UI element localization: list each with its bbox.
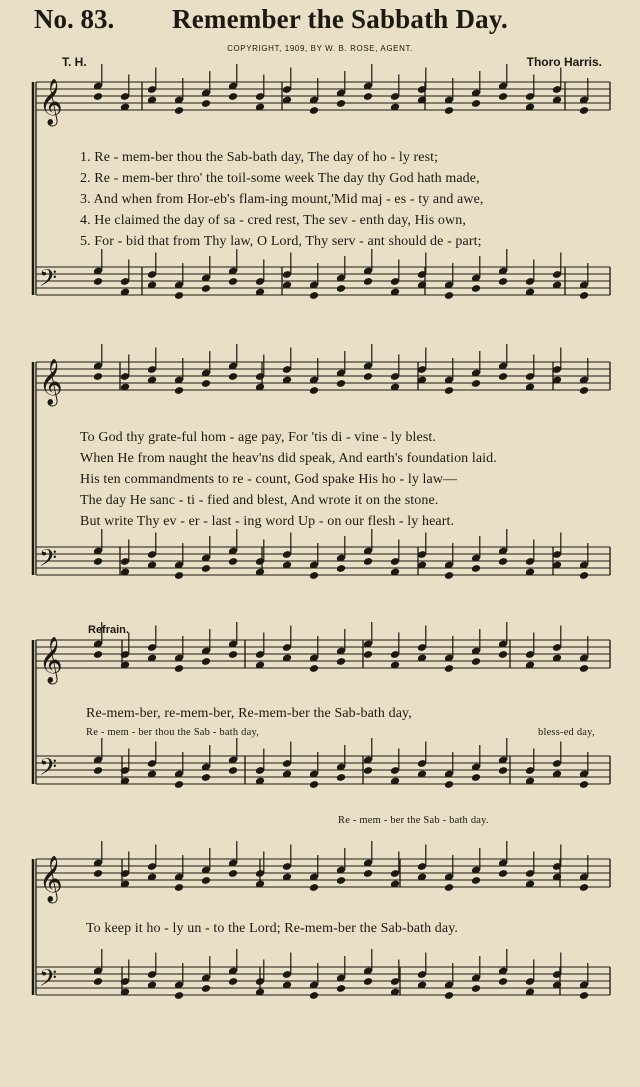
bass-note [336, 564, 346, 573]
bass-note [309, 291, 319, 300]
bass-note [498, 557, 508, 566]
hymn-title: Remember the Sabbath Day. [172, 4, 509, 34]
bass-note [579, 780, 589, 789]
treble-note [579, 106, 589, 115]
verse-4-line-b: The day He sanc - ti - fied and blest, And wrote it on the stone. [80, 493, 439, 508]
verse-5-line-b: But write Thy ev - er - last - ing word Up - on our flesh - ly heart. [80, 514, 455, 529]
treble-note [471, 379, 481, 388]
bass-note [93, 557, 103, 566]
treble-note [498, 372, 508, 381]
bass-note [471, 564, 481, 573]
bass-note [498, 277, 508, 286]
treble-note [471, 657, 481, 666]
bass-note [309, 780, 319, 789]
refrain-alto-line: Re - mem - ber thou the Sab - bath day, [86, 727, 260, 738]
treble-note [363, 869, 373, 878]
refrain-bass-line: Re - mem - ber the Sab - bath day. [338, 815, 489, 826]
treble-note [336, 657, 346, 666]
bass-note [444, 780, 454, 789]
bass-note [336, 773, 346, 782]
treble-note [363, 372, 373, 381]
treble-note [363, 92, 373, 101]
treble-note [201, 876, 211, 885]
treble-note [336, 99, 346, 108]
treble-note [228, 650, 238, 659]
bass-clef-icon: 𝄢 [39, 964, 58, 997]
treble-note [336, 379, 346, 388]
bass-clef-icon: 𝄢 [39, 753, 58, 786]
treble-clef-icon: 𝄞 [39, 359, 63, 405]
bass-note [444, 991, 454, 1000]
hymn-number: No. 83. [34, 4, 115, 34]
bass-note [93, 766, 103, 775]
bass-note [363, 766, 373, 775]
bass-clef-icon: 𝄢 [39, 544, 58, 577]
bass-note [201, 284, 211, 293]
treble-note [579, 883, 589, 892]
treble-note [174, 883, 184, 892]
treble-note [309, 883, 319, 892]
treble-note [309, 106, 319, 115]
treble-note [228, 92, 238, 101]
refrain-line-1: Re-mem-ber, re-mem-ber, Re-mem-ber the Sab-bath day, [86, 706, 412, 721]
verse-3-line-b: His ten commandments to re - count, God spake His ho - ly law— [80, 472, 458, 487]
verse-2-line-b: When He from naught the heav'ns did speak, And earth's foundation laid. [80, 451, 497, 466]
bass-note [363, 977, 373, 986]
verse-5-line-a: 5. For - bid that from Thy law, O Lord, Thy serv - ant should de - part; [80, 234, 482, 249]
bass-note [228, 766, 238, 775]
treble-note [93, 372, 103, 381]
refrain-line-2: To keep it ho - ly un - to the Lord; Re-mem-ber the Sab-bath day. [86, 921, 459, 936]
verse-1-line-a: 1. Re - mem-ber thou the Sab-bath day, The day of ho - ly rest; [80, 150, 439, 165]
treble-note [471, 99, 481, 108]
bass-note [201, 773, 211, 782]
bass-note [498, 977, 508, 986]
treble-note [228, 869, 238, 878]
bass-note [93, 977, 103, 986]
treble-note [93, 92, 103, 101]
bass-note [471, 773, 481, 782]
bass-note [228, 977, 238, 986]
treble-note [498, 650, 508, 659]
bass-note [93, 277, 103, 286]
bass-note [579, 991, 589, 1000]
lyricist-credit: T. H. [62, 55, 87, 69]
bass-clef-icon: 𝄢 [39, 264, 58, 297]
bass-note [444, 571, 454, 580]
treble-note [309, 386, 319, 395]
bass-note [363, 557, 373, 566]
treble-note [174, 386, 184, 395]
treble-note [579, 386, 589, 395]
bass-note [174, 780, 184, 789]
verse-3-line-a: 3. And when from Hor-eb's flam-ing mount,'Mid maj - es - ty and awe, [80, 192, 484, 207]
treble-note [93, 650, 103, 659]
bass-note [228, 277, 238, 286]
bass-note [174, 991, 184, 1000]
treble-note [174, 664, 184, 673]
treble-note [201, 657, 211, 666]
treble-note [444, 883, 454, 892]
bass-note [228, 557, 238, 566]
refrain-label: Refrain. [88, 624, 129, 636]
bass-note [174, 291, 184, 300]
composer-credit: Thoro Harris. [526, 55, 602, 69]
bass-note [336, 284, 346, 293]
bass-note [579, 291, 589, 300]
treble-note [174, 106, 184, 115]
treble-note [579, 664, 589, 673]
verse-1-line-b: To God thy grate-ful hom - age pay, For 'tis di - vine - ly blest. [80, 430, 436, 445]
bass-note [579, 571, 589, 580]
bass-note [201, 564, 211, 573]
bass-note [498, 766, 508, 775]
bass-note [309, 991, 319, 1000]
treble-note [444, 106, 454, 115]
bass-note [471, 984, 481, 993]
verse-2-line-a: 2. Re - mem-ber thro' the toil-some week The day thy God hath made, [80, 171, 480, 186]
bass-note [471, 284, 481, 293]
treble-note [363, 650, 373, 659]
bass-note [444, 291, 454, 300]
treble-note [228, 372, 238, 381]
copyright-line: COPYRIGHT, 1909, BY W. B. ROSE, AGENT. [227, 44, 413, 53]
bass-note [363, 277, 373, 286]
treble-note [471, 876, 481, 885]
treble-note [444, 664, 454, 673]
treble-note [309, 664, 319, 673]
treble-note [201, 99, 211, 108]
verse-4-line-a: 4. He claimed the day of sa - cred rest, The sev - enth day, His own, [80, 213, 466, 228]
bass-note [174, 571, 184, 580]
treble-note [336, 876, 346, 885]
treble-note [201, 379, 211, 388]
treble-clef-icon: 𝄞 [39, 79, 63, 125]
bass-note [201, 984, 211, 993]
treble-note [498, 92, 508, 101]
bass-note [336, 984, 346, 993]
treble-note [498, 869, 508, 878]
treble-note [93, 869, 103, 878]
refrain-alto-end: bless-ed day, [538, 727, 595, 738]
bass-note [309, 571, 319, 580]
treble-clef-icon: 𝄞 [39, 856, 63, 902]
treble-clef-icon: 𝄞 [39, 637, 63, 683]
treble-note [444, 386, 454, 395]
